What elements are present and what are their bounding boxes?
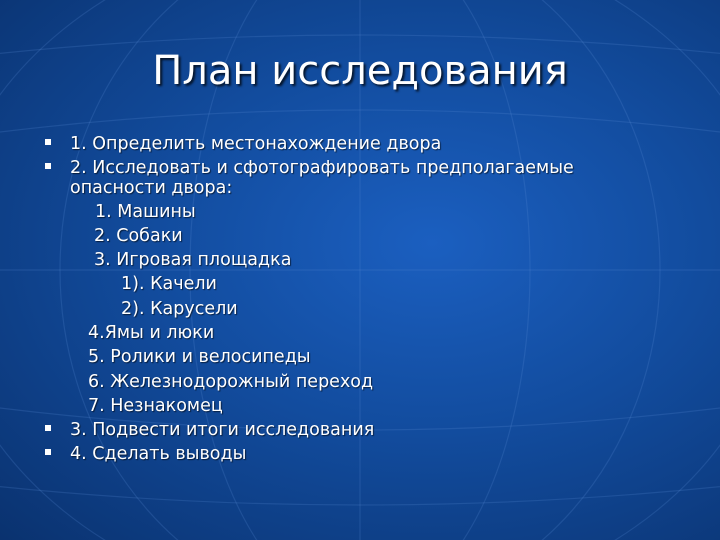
list-item: 2. Исследовать и сфотографировать предполагаемые bbox=[70, 158, 574, 178]
list-item: 6. Железнодорожный переход bbox=[88, 372, 374, 392]
bullet-icon bbox=[45, 425, 51, 431]
list-item: 5. Ролики и велосипеды bbox=[88, 347, 311, 367]
list-item: 1). Качели bbox=[121, 274, 217, 294]
list-item: 1. Определить местонахождение двора bbox=[70, 134, 442, 154]
slide-title: План исследования bbox=[152, 48, 568, 94]
bullet-icon bbox=[45, 163, 51, 169]
list-item: 3. Игровая площадка bbox=[94, 250, 292, 270]
list-item: 4. Сделать выводы bbox=[70, 444, 247, 464]
list-item: 3. Подвести итоги исследования bbox=[70, 420, 375, 440]
list-item: 2. Собаки bbox=[94, 226, 183, 246]
list-item: 7. Незнакомец bbox=[88, 396, 223, 416]
list-item: 4.Ямы и люки bbox=[88, 323, 215, 343]
list-item: 2). Карусели bbox=[121, 299, 238, 319]
list-item: 1. Машины bbox=[95, 202, 196, 222]
list-item: опасности двора: bbox=[70, 178, 233, 198]
bullet-icon bbox=[45, 449, 51, 455]
bullet-icon bbox=[45, 139, 51, 145]
